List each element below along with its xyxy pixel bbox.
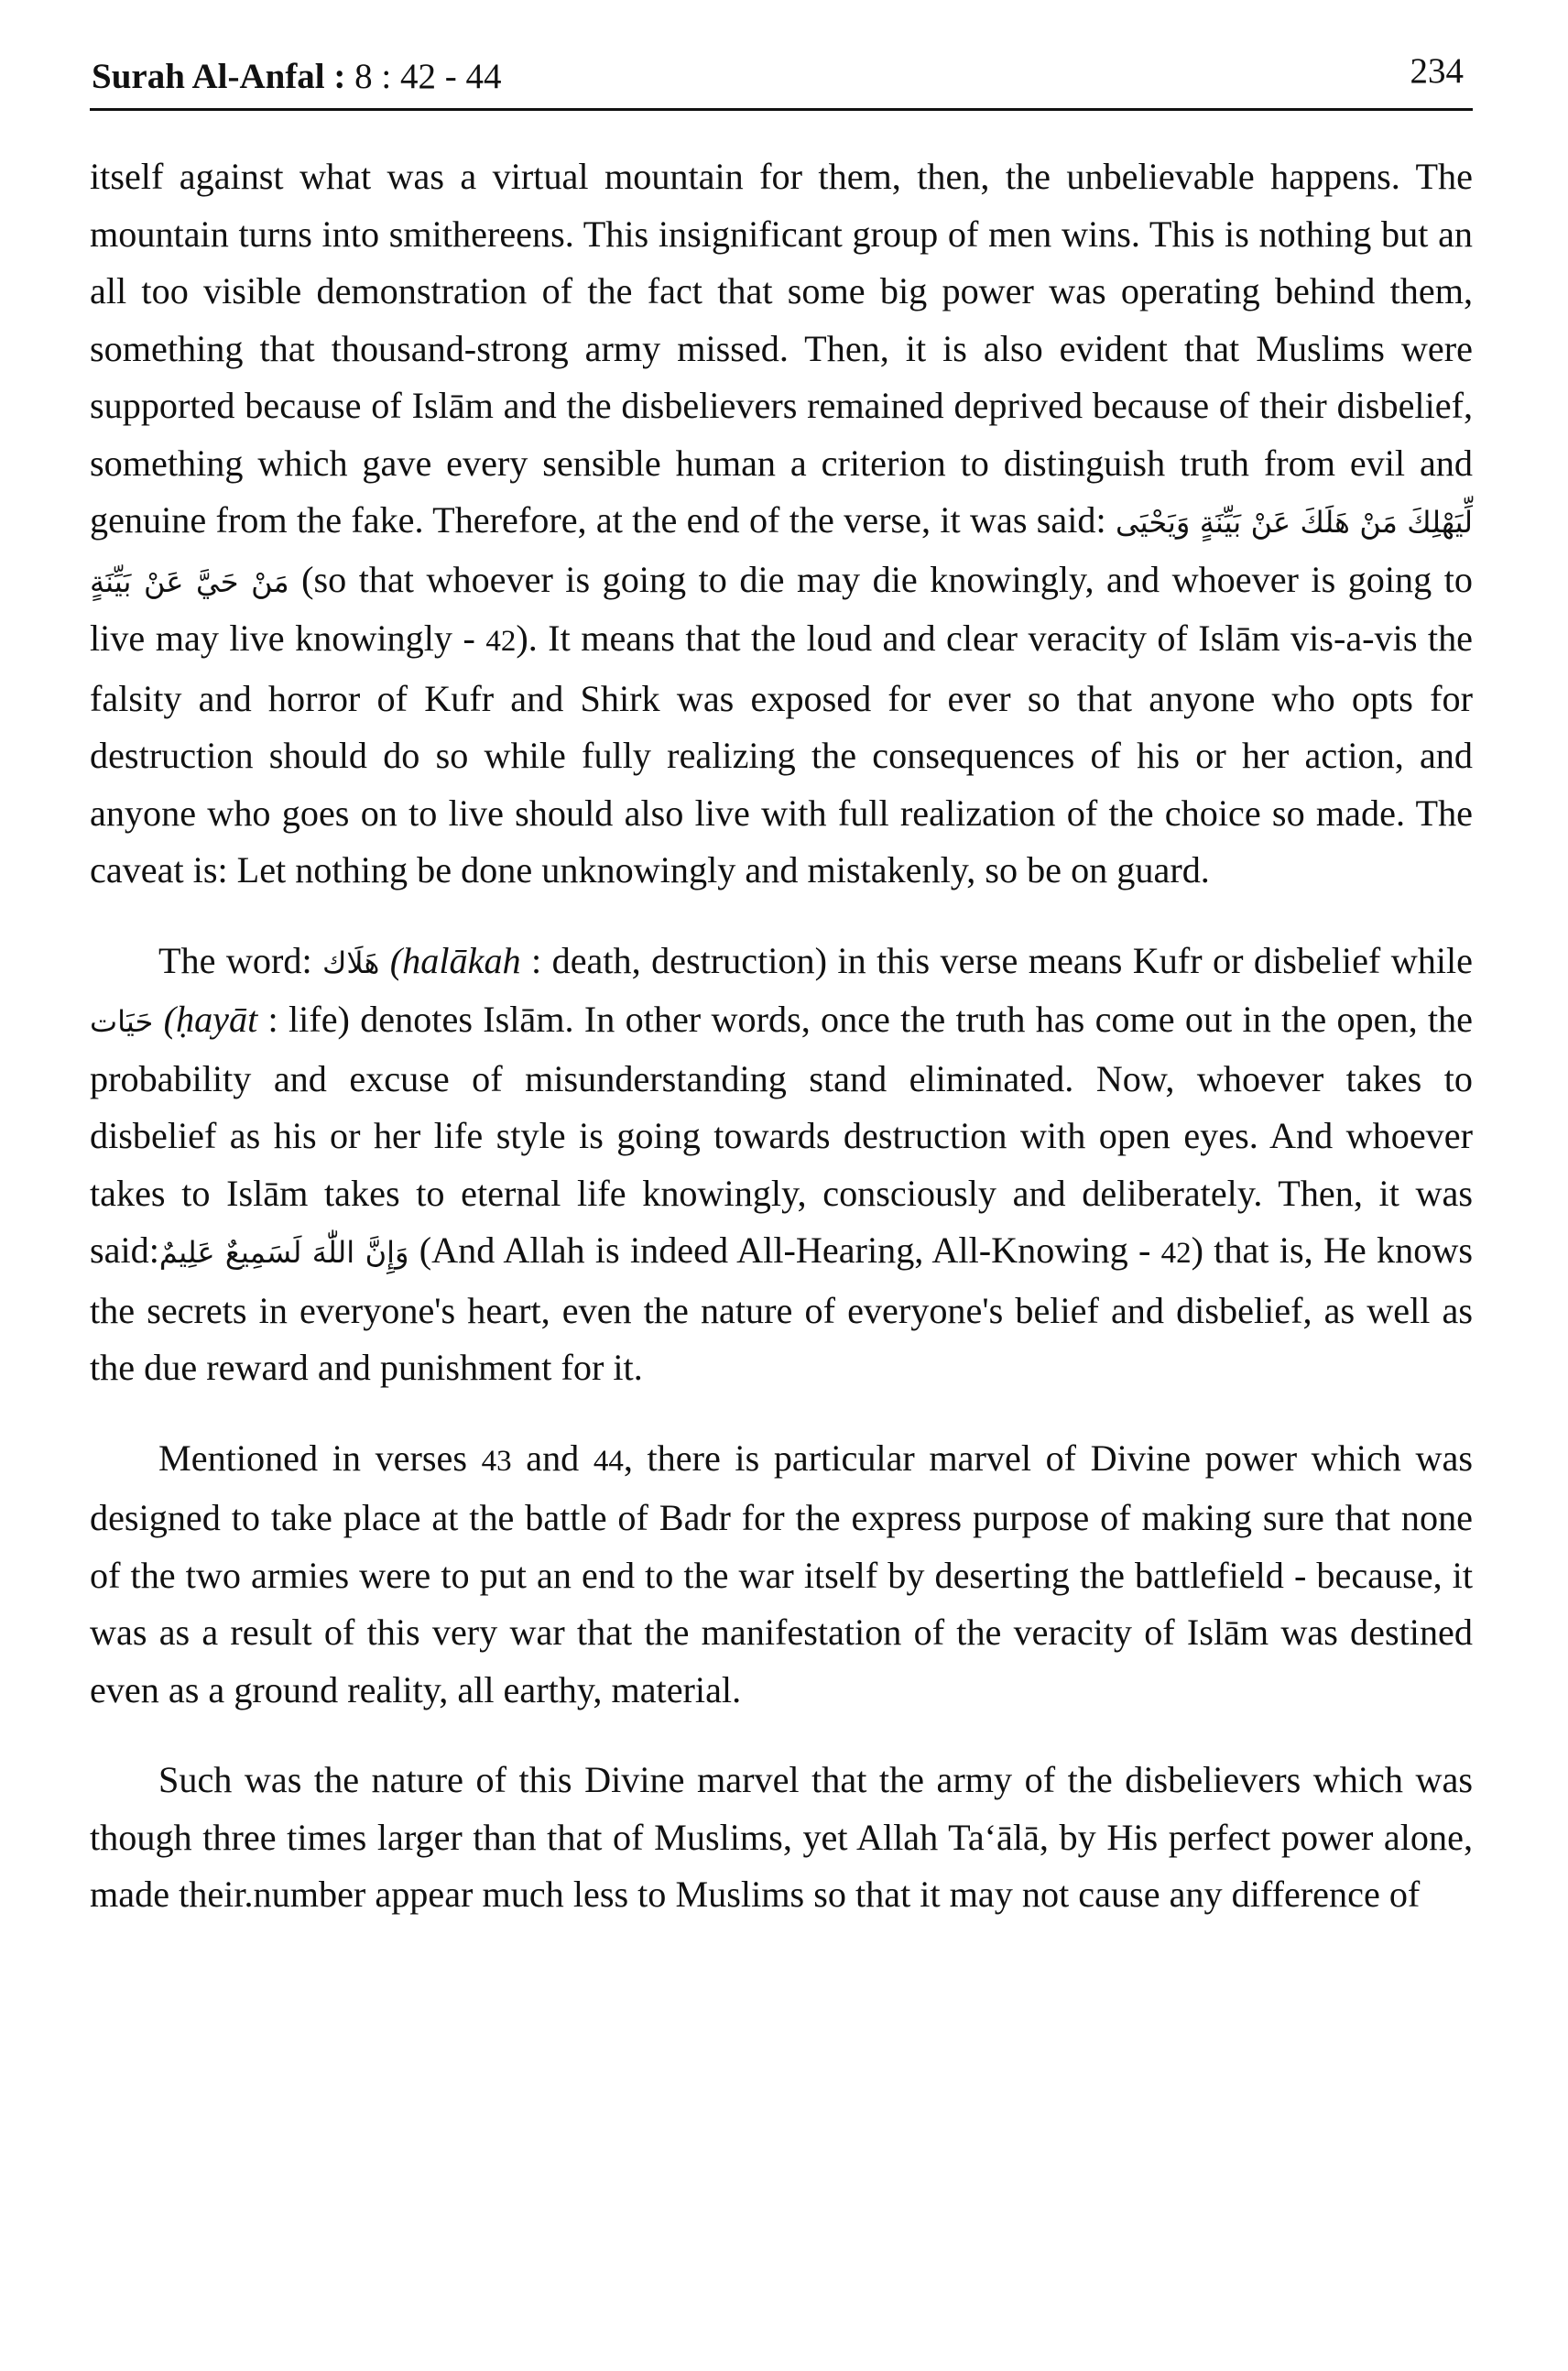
running-head [92,59,501,94]
paragraph-4 [90,1752,1473,1924]
text-run: : life) denotes Islām. In other words, once the truth has come out in the open, the probability and excuse of misunderstanding stand eliminated. Now, whoever takes to disbelief as his or her life style is going towards destruction with open eyes. And whoever takes to Islām takes to eternal life knowingly, consciously and deliberately. Then, it was said: [90,999,1473,1271]
verse-number: 44 [593,1444,624,1478]
text-run: Such was the nature of this Divine marvel that the army of the disbelievers which was though three times larger than that of Muslims, yet Allah Ta‘ālā, by His perfect power alone, made their.number appear much less to Muslims so that it may not cause any difference of [90,1759,1473,1915]
paragraph-2 [90,933,1473,1397]
text-run: , there is particular marvel of Divine power which was designed to take place at the battle of Badr for the express purpose of making sure that none of the two armies were to put an end to the war itself by deserting the battlefield - because, it was as a result of this very war that the manifestation of the veracity of Islām was destined even as a ground reality, all earthy, material. [90,1437,1473,1710]
arabic-word: هَلَاك [322,945,380,980]
transliteration: (halākah [389,939,521,981]
arabic-quote: وَإِنَّ اللّٰهَ لَسَمِيعٌ عَلِيمٌ [158,1235,409,1270]
paragraph-3 [90,1430,1473,1720]
page-number: 234 [1410,51,1464,91]
surah-name: Surah Al-Anfal : [92,57,346,96]
transliteration: (ḥayāt [153,999,258,1040]
text-run: ) that is, He knows the secrets in everyone's heart, even the nature of everyone's belief and disbelief, as well as the due reward and punishment for it. [90,1229,1473,1388]
verse-reference: 8 : 42 - 44 [345,57,502,96]
text-run: itself against what was a virtual mountain for them, then, the unbelievable happens. The mountain turns into smithereens. This insignificant group of men wins. This is nothing but an all too visible demonstration of the fact that some big power was operating behind them, something that thousand-strong army missed. Then, it is also evident that Muslims were supported because of Islām and the disbelievers remained deprived because of their disbelief, something which gave every sensible human a criterion to distinguish truth from evil and genuine from the fake. Therefore, at the end of the verse, it was said: [90,156,1473,541]
text-run: (so that whoever is going to die may die knowingly, and whoever is going to live may live knowingly - [90,558,1473,659]
body-text [90,148,1473,1924]
text-run: : death, destruction) in this verse means Kufr or disbelief while [520,939,1473,981]
verse-number: 42 [485,625,517,658]
document-page [90,0,1473,2371]
text-run: and [511,1437,593,1479]
text-run: The word: [158,939,323,981]
text-run: Mentioned in verses [158,1437,482,1479]
paragraph-1 [90,148,1473,900]
arabic-word: حَيَات [90,1004,154,1039]
verse-number: 42 [1160,1237,1192,1270]
page-header [90,0,1473,111]
text-run: (And Allah is indeed All-Hearing, All-Knowing - [408,1229,1161,1271]
verse-number: 43 [481,1444,512,1478]
text-run: ). It means that the loud and clear veracity of Islām vis-a-vis the falsity and horror of Kufr and Shirk was exposed for ever so that anyone who opts for destruction should do so while fully realizing the consequences of his or her action, and anyone who goes on to live should also live with full realization of the choice so made. The caveat is: Let nothing be done unknowingly and mistakenly, so be on guard. [90,617,1474,890]
arabic-quote: لِّيَهْلِكَ مَنْ هَلَكَ عَنْ بَيِّنَةٍ وَيَحْيَى مَنْ حَيَّ عَنْ بَيِّنَةٍ [90,505,1473,599]
